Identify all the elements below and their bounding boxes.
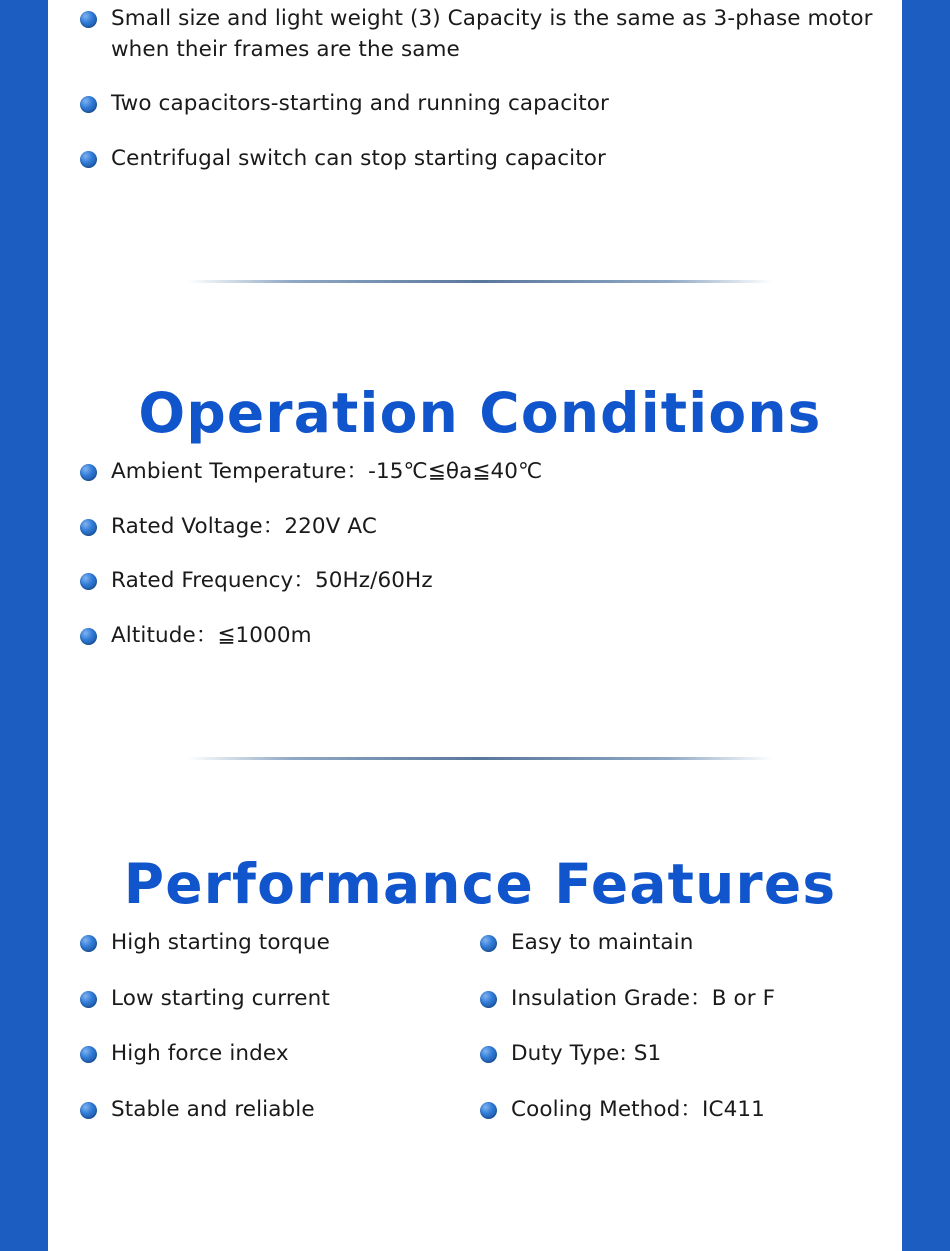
bullet-dot-icon <box>80 628 97 645</box>
bullet-dot-icon <box>80 1046 97 1063</box>
list-item <box>480 928 880 959</box>
list-item-label: Ambient Temperature：-15℃≦θa≦40℃ <box>111 459 543 485</box>
list-item-label: Altitude：≦1000m <box>111 622 312 648</box>
page-title-operation-conditions: Operation Conditions <box>138 381 822 446</box>
list-item-label: Insulation Grade：B or F <box>511 985 776 1011</box>
list-item <box>480 1095 880 1126</box>
list-item <box>80 566 880 597</box>
section-divider-1 <box>80 280 880 283</box>
bullet-dot-icon <box>480 991 497 1008</box>
bullet-dot-icon <box>80 935 97 952</box>
list-item-label: Easy to maintain <box>511 930 694 956</box>
bullet-dot-icon <box>80 1102 97 1119</box>
list-item-label: Cooling Method：IC411 <box>511 1096 765 1122</box>
bullet-dot-icon <box>80 96 97 113</box>
bullet-dot-icon <box>480 935 497 952</box>
bullet-dot-icon <box>80 991 97 1008</box>
performance-features-right-column <box>480 928 880 1150</box>
list-item <box>80 144 880 175</box>
spacer <box>80 651 880 757</box>
performance-features-columns <box>80 928 880 1150</box>
bullet-dot-icon <box>80 519 97 536</box>
list-item <box>80 984 480 1015</box>
list-item-label: Centrifugal switch can stop starting capacitor <box>111 145 606 171</box>
divider-line <box>187 757 773 760</box>
list-item <box>80 928 480 959</box>
bullet-dot-icon <box>480 1046 497 1063</box>
performance-features-left-column <box>80 928 480 1150</box>
spacer <box>80 174 880 280</box>
bullet-dot-icon <box>80 573 97 590</box>
features-continued-section <box>80 0 880 174</box>
performance-features-right-list <box>480 928 880 1125</box>
list-item-label: Low starting current <box>111 985 330 1011</box>
list-item <box>80 457 880 488</box>
performance-features-left-list <box>80 928 480 1125</box>
section-divider-2 <box>80 757 880 760</box>
list-item <box>480 984 880 1015</box>
list-item <box>480 1039 880 1070</box>
list-item-label: Two capacitors-starting and running capacitor <box>111 91 609 117</box>
list-item-label: Rated Frequency：50Hz/60Hz <box>111 568 433 594</box>
operation-conditions-list <box>80 457 880 651</box>
list-item-label: Stable and reliable <box>111 1096 315 1122</box>
bullet-dot-icon <box>80 11 97 28</box>
bullet-dot-icon <box>480 1102 497 1119</box>
document-content <box>80 0 880 1150</box>
list-item <box>80 4 880 65</box>
list-item-label: Rated Voltage：220V AC <box>111 513 377 539</box>
divider-line <box>187 280 773 283</box>
list-item-label: High force index <box>111 1041 289 1067</box>
page-title-performance-features: Performance Features <box>123 852 837 917</box>
list-item <box>80 1095 480 1126</box>
features-continued-list <box>80 4 880 174</box>
list-item <box>80 89 880 120</box>
list-item <box>80 1039 480 1070</box>
list-item-label: Duty Type: S1 <box>511 1041 662 1067</box>
document-sheet <box>48 0 902 1251</box>
bullet-dot-icon <box>80 464 97 481</box>
list-item-label: High starting torque <box>111 930 330 956</box>
list-item <box>80 512 880 543</box>
list-item <box>80 621 880 652</box>
list-item-label: Small size and light weight (3) Capacity is the same as 3-phase motor when their frames are the same <box>111 6 873 62</box>
bullet-dot-icon <box>80 151 97 168</box>
